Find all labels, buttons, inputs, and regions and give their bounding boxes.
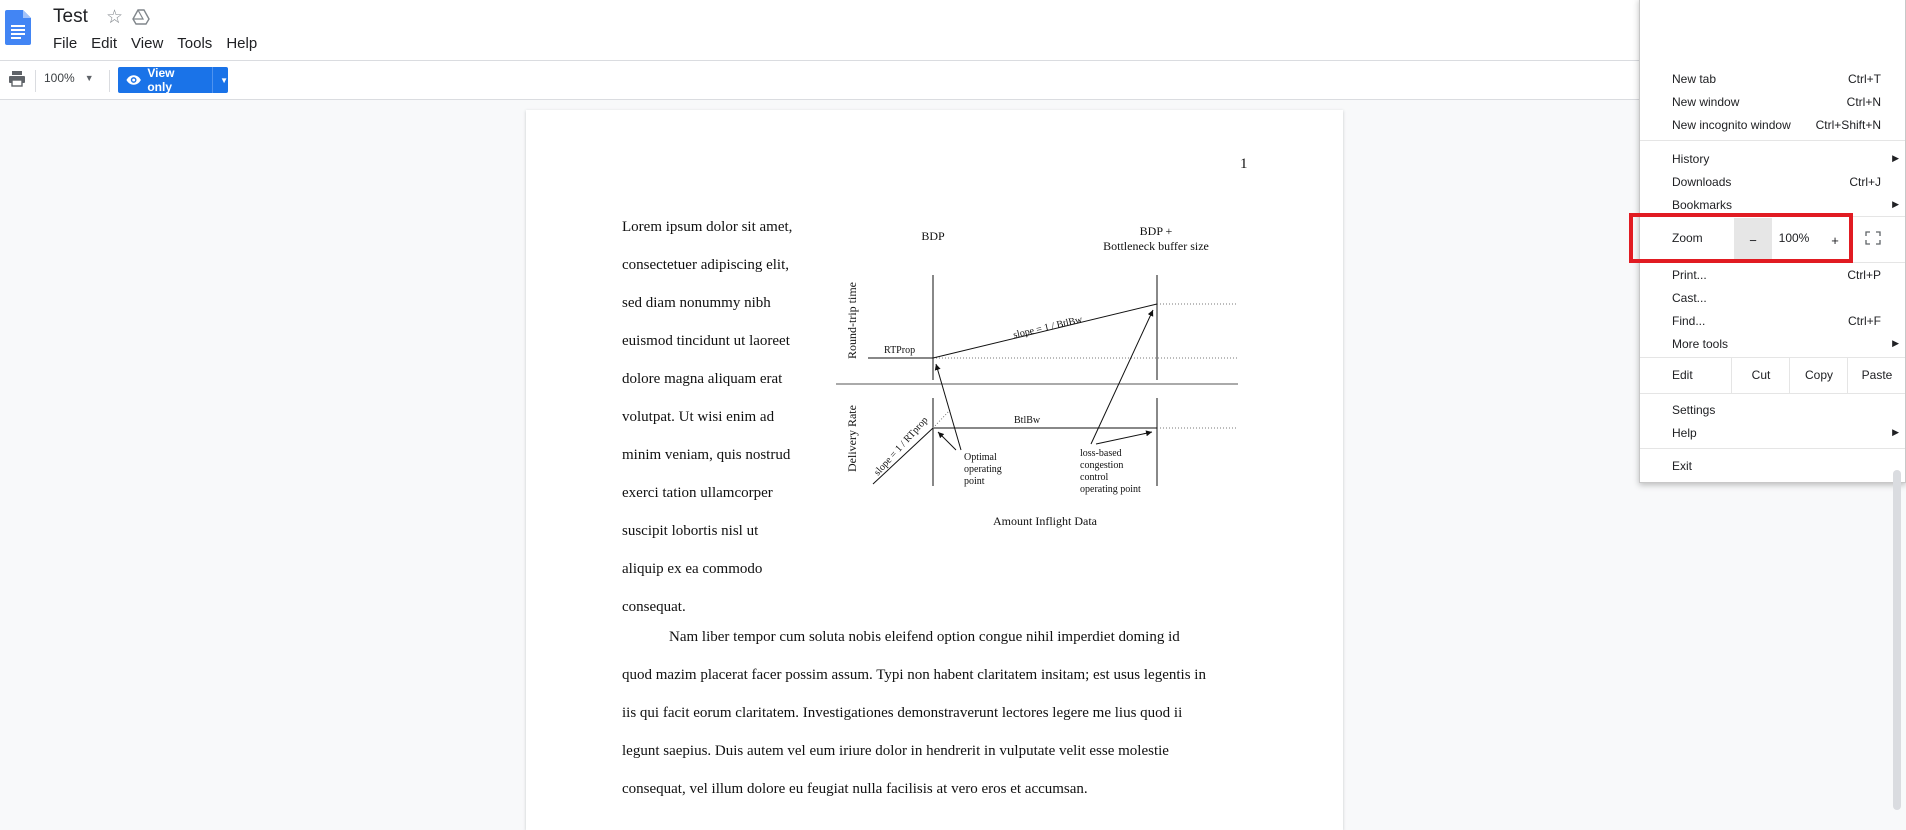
menu-zoom-row [1640,217,1905,261]
menu-edit-row [1640,357,1905,393]
menu-item-label: Print... [1672,267,1707,282]
view-only-button[interactable] [118,67,228,93]
document-page [526,110,1343,830]
menu-new-tab[interactable] [1640,67,1905,90]
menu-item-label: More tools [1672,336,1729,351]
menu-cast[interactable] [1640,286,1905,309]
fullscreen-icon[interactable] [1865,231,1881,245]
docs-menubar [46,33,264,54]
menu-item-label: New incognito window [1672,117,1791,132]
shortcut-label: Ctrl+F [1848,313,1881,328]
chrome-main-menu [1639,0,1906,483]
chevron-down-icon: ▼ [84,73,94,83]
document-title[interactable]: Test [53,6,88,27]
optimal-label-3: point [964,476,985,487]
menu-item-label: Bookmarks [1672,197,1733,212]
page-scrollbar[interactable] [1893,470,1901,810]
text-line: suscipit lobortis nisl ut [622,523,759,539]
text-line: exerci tation ullamcorper [622,485,773,501]
paste-button[interactable]: Paste [1847,357,1906,393]
menu-view[interactable]: View [131,35,164,52]
menu-file[interactable]: File [53,35,78,52]
text-line: Nam liber tempor cum soluta nobis eleifend option congue nihil imperdiet doming id [669,629,1180,645]
lossbased-label-1: loss-based [1080,448,1122,459]
menu-item-label: Settings [1672,402,1716,417]
menu-history[interactable] [1640,147,1905,170]
text-line: consectetuer adipiscing elit, [622,257,790,273]
text-line: consequat. [622,599,686,615]
zoom-label: Zoom [1672,231,1703,245]
shortcut-label: Ctrl+T [1848,71,1881,86]
chevron-down-icon[interactable]: ▼ [220,75,228,85]
chevron-right-icon: ▶ [1892,153,1899,163]
optimal-arrow [936,364,961,450]
shortcut-label: Ctrl+N [1846,94,1881,109]
menu-item-label: New tab [1672,71,1717,86]
lossbased-arrow-lower [1096,432,1152,444]
menu-item-label: Downloads [1672,174,1732,189]
paragraph-2 [622,618,1252,808]
move-to-drive-icon[interactable] [132,9,150,25]
eye-icon [126,74,141,86]
print-icon[interactable] [8,70,26,88]
menu-separator [1640,448,1905,449]
zoom-level: 100% [1778,231,1810,245]
view-only-label: View only [147,66,175,94]
menu-new-window[interactable] [1640,90,1905,113]
zoom-out-button[interactable]: − [1734,218,1772,262]
slope-bottom-label: slope = 1 / RTprop [872,414,931,479]
menu-find[interactable] [1640,309,1905,332]
star-icon[interactable]: ☆ [106,7,124,28]
menu-item-label: Find... [1672,313,1706,328]
cut-button[interactable]: Cut [1731,357,1790,393]
menu-downloads[interactable] [1640,170,1905,193]
zoom-value: 100% [44,71,75,85]
menu-item-label: Exit [1672,458,1693,473]
x-axis-label: Amount Inflight Data [993,514,1097,528]
btlbw-label: BtlBw [1014,415,1041,426]
menu-tools[interactable]: Tools [177,35,213,52]
zoom-select[interactable] [44,71,94,85]
menu-item-label: History [1672,151,1710,166]
menu-exit[interactable] [1640,454,1905,477]
text-line: iis qui facit eorum claritatem. Investigationes demonstraverunt lectores legere me lius quod ii [622,705,1183,721]
chevron-right-icon: ▶ [1892,199,1899,209]
menu-bookmarks[interactable] [1640,193,1905,216]
shortcut-label: Ctrl+P [1847,267,1881,282]
optimal-label-2: operating [964,464,1002,475]
paragraph-1 [622,208,827,626]
menu-item-label: Cast... [1672,290,1707,305]
menu-item-label: New window [1672,94,1740,109]
text-line: dolore magna aliquam erat [622,371,783,387]
text-line: quod mazim placerat facer possim assum. Typi non habent claritatem insitam; est usus legentis in [622,667,1206,683]
menu-separator [1640,140,1905,141]
shortcut-label: Ctrl+Shift+N [1815,117,1881,132]
text-line: sed diam nonummy nibh [622,295,771,311]
menu-help[interactable] [1640,421,1905,444]
lossbased-label-2: congestion [1080,460,1124,471]
menu-edit[interactable]: Edit [91,35,118,52]
menu-separator [1640,393,1905,394]
docs-header [0,0,1906,61]
rtprop-label: RTProp [884,345,916,356]
buffer-label: Bottleneck buffer size [1103,239,1209,253]
optimal-label-1: Optimal [964,452,997,463]
menu-item-label: Help [1672,425,1697,440]
menu-more-tools[interactable] [1640,332,1905,355]
toolbar-divider [35,70,36,92]
google-docs-icon[interactable] [5,10,31,45]
lossbased-label-4: operating point [1080,484,1141,495]
menu-new-incognito[interactable] [1640,113,1905,136]
chevron-right-icon: ▶ [1892,427,1899,437]
zoom-in-button[interactable]: + [1831,232,1839,248]
menu-print[interactable] [1640,263,1905,286]
text-line: minim veniam, quis nostrud [622,447,791,463]
toolbar-divider [109,70,110,92]
docs-toolbar [0,61,1906,100]
shortcut-label: Ctrl+J [1849,174,1881,189]
text-line: legunt saepius. Duis autem vel eum iriure dolor in hendrerit in vulputate velit esse molestie [622,743,1169,759]
button-divider [212,67,213,93]
menu-help[interactable]: Help [226,35,258,52]
edit-label: Edit [1672,368,1693,382]
bdp-plus-label: BDP + [1139,224,1173,238]
slope-dotted [933,410,950,428]
slope-top-label: slope = 1 / BtlBw [1012,314,1084,341]
copy-button[interactable]: Copy [1789,357,1848,393]
bdp-label: BDP [921,229,945,243]
chevron-right-icon: ▶ [1892,338,1899,348]
bbr-diagram [816,214,1258,564]
text-line: consequat, vel illum dolore eu feugiat nulla facilisis at vero eros et accumsan. [622,781,1088,797]
text-line: aliquip ex ea commodo [622,561,763,577]
text-line: Lorem ipsum dolor sit amet, [622,219,793,235]
text-line: volutpat. Ut wisi enim ad [622,409,775,425]
menu-settings[interactable] [1640,398,1905,421]
text-line: euismod tincidunt ut laoreet [622,333,790,349]
delivery-axis-label: Delivery Rate [845,405,859,472]
rtt-axis-label: Round-trip time [845,282,859,359]
optimal-arrow-lower [938,432,956,450]
lossbased-label-3: control [1080,472,1109,483]
lossbased-arrow [1091,310,1153,444]
page-number: 1 [1240,156,1248,172]
